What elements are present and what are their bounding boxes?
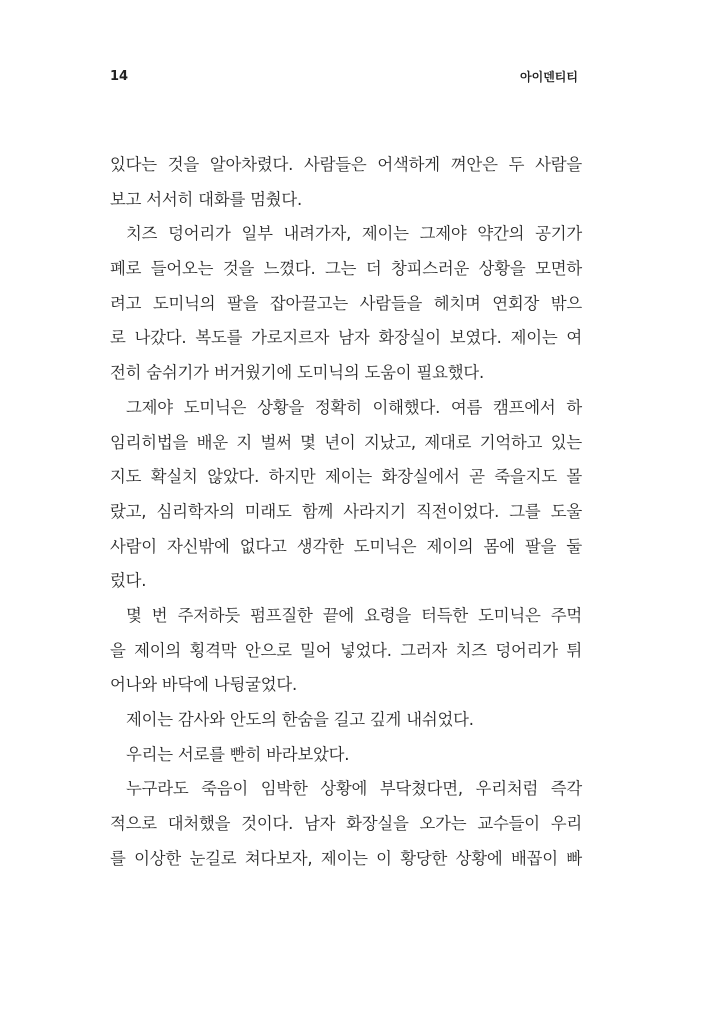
text-line: 그제야 도미닉은 상황을 정확히 이해했다. 여름 캠프에서 하	[126, 397, 582, 417]
text-line: 지도 확실치 않았다. 하지만 제이는 화장실에서 곧 죽을지도 몰	[110, 467, 582, 487]
text-line: 누구라도 죽음이 임박한 상황에 부닥쳤다면, 우리처럼 즉각	[126, 779, 582, 799]
text-line: 치즈 덩어리가 일부 내려가자, 제이는 그제야 약간의 공기가	[126, 224, 582, 244]
body-text	[110, 148, 582, 876]
running-head-title: 아이덴티티	[520, 70, 578, 84]
text-line: 임리히법을 배운 지 벌써 몇 년이 지났고, 제대로 기억하고 있는	[110, 432, 582, 452]
text-line: 렀다.	[110, 571, 147, 591]
text-line: 전히 숨쉬기가 버거웠기에 도미닉의 도움이 필요했다.	[110, 363, 484, 383]
page-number: 14	[110, 69, 129, 84]
text-line: 몇 번 주저하듯 펌프질한 끝에 요령을 터득한 도미닉은 주먹	[126, 605, 582, 625]
text-line: 우리는 서로를 빤히 바라보았다.	[126, 744, 350, 764]
text-line: 려고 도미닉의 팔을 잡아끌고는 사람들을 헤치며 연회장 밖으	[110, 293, 582, 313]
text-line: 를 이상한 눈길로 쳐다보자, 제이는 이 황당한 상황에 배꼽이 빠	[110, 848, 582, 868]
text-line: 로 나갔다. 복도를 가로지르자 남자 화장실이 보였다. 제이는 여	[110, 328, 582, 348]
text-line: 제이는 감사와 안도의 한숨을 길고 깊게 내쉬었다.	[126, 710, 474, 729]
text-line: 보고 서서히 대화를 멈췄다.	[110, 189, 303, 209]
text-line: 을 제이의 횡격막 안으로 밀어 넣었다. 그러자 치즈 덩어리가 튀	[110, 640, 582, 660]
text-line: 적으로 대처했을 것이다. 남자 화장실을 오가는 교수들이 우리	[110, 814, 582, 834]
text-line: 사람이 자신밖에 없다고 생각한 도미닉은 제이의 몸에 팔을 둘	[110, 536, 582, 556]
text-line: 어나와 바닥에 나뒹굴었다.	[110, 675, 297, 695]
text-line: 있다는 것을 알아차렸다. 사람들은 어색하게 껴안은 두 사람을	[110, 155, 582, 174]
text-line: 랐고, 심리학자의 미래도 함께 사라지기 직전이었다. 그를 도울	[110, 501, 582, 521]
text-line: 폐로 들어오는 것을 느꼈다. 그는 더 창피스러운 상황을 모면하	[110, 259, 582, 279]
